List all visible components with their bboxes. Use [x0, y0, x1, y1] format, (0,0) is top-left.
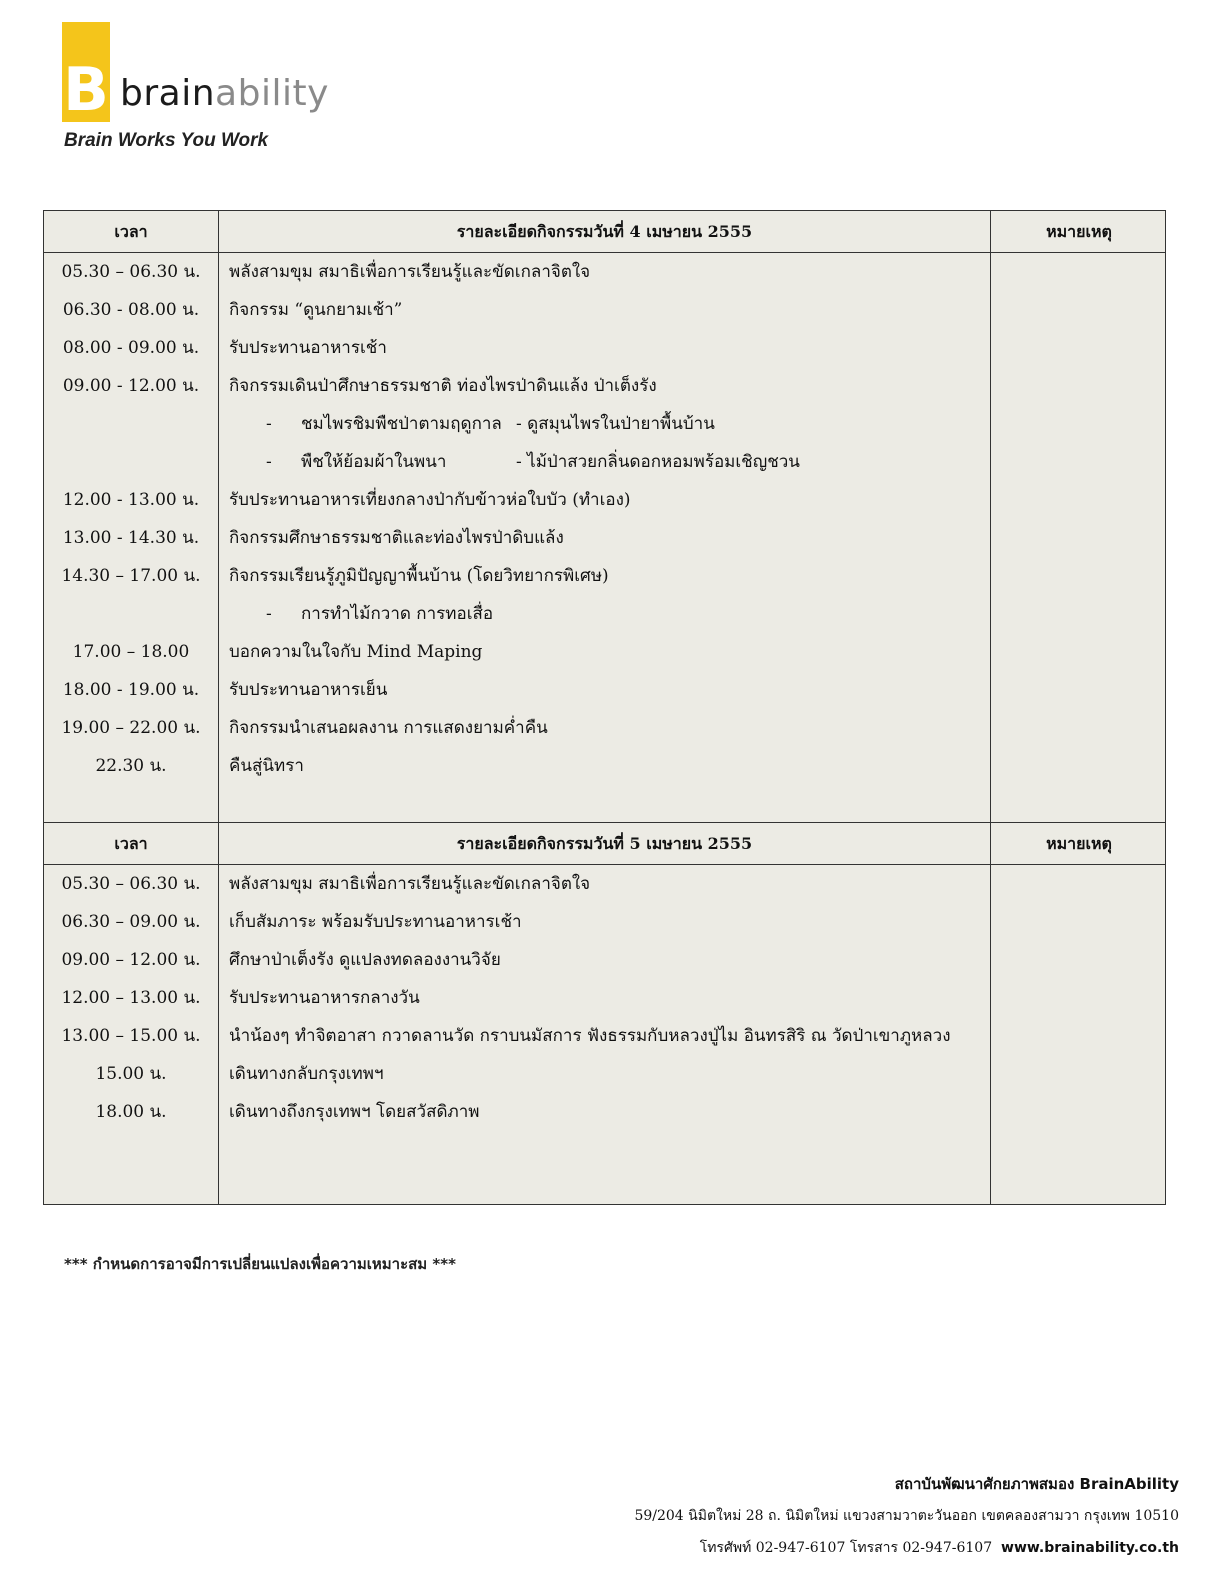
table-row — [44, 1093, 1165, 1131]
row-desc: รับประทานอาหารเช้า — [229, 338, 387, 358]
table-row — [44, 865, 1165, 903]
footer-organization: สถาบันพัฒนาศักยภาพสมอง BrainAbility — [894, 1475, 1179, 1493]
row-time: 15.00 น. — [95, 1064, 167, 1084]
schedule-header — [44, 823, 1165, 865]
bullet-dash: - — [266, 604, 272, 624]
logo-letter: B — [63, 55, 109, 125]
footer-contact — [700, 1537, 1179, 1559]
table-row — [44, 1017, 1165, 1055]
brand-logo — [62, 22, 342, 132]
row-time: 09.00 – 12.00 น. — [61, 950, 201, 970]
row-desc: ศึกษาป่าเต็งรัง ดูแปลงทดลองงานวิจัย — [229, 950, 501, 970]
row-desc: กิจกรรมเดินป่าศึกษาธรรมชาติ ท่องไพรป่าดินแล้ง ป่าเต็งรัง — [229, 376, 657, 396]
row-time: 12.00 - 13.00 น. — [62, 490, 200, 510]
footer-website: www.brainability.co.th — [1001, 1540, 1179, 1556]
schedule-day2 — [43, 822, 1166, 1205]
row-desc: เดินทางถึงกรุงเทพฯ โดยสวัสดิภาพ — [229, 1102, 480, 1122]
row-desc: รับประทานอาหารเย็น — [229, 680, 388, 700]
header-note: หมายเหตุ — [1046, 834, 1112, 853]
sub-item-row — [44, 405, 1165, 443]
table-row — [44, 481, 1165, 519]
row-time: 17.00 – 18.00 — [72, 642, 190, 662]
header-description: รายละเอียดกิจกรรมวันที่ 5 เมษายน 2555 — [456, 834, 753, 853]
brand-tagline: Brain Works You Work — [64, 130, 269, 151]
table-row — [44, 557, 1165, 595]
logo-wordmark — [120, 72, 329, 116]
row-time: 13.00 - 14.30 น. — [62, 528, 200, 548]
row-time: 05.30 – 06.30 น. — [61, 262, 201, 282]
sub-item-row — [44, 595, 1165, 633]
header-note: หมายเหตุ — [1046, 222, 1112, 241]
header-time: เวลา — [114, 834, 148, 853]
row-time: 05.30 – 06.30 น. — [61, 874, 201, 894]
sub-item-b: - ดูสมุนไพรในป่ายาพื้นบ้าน — [516, 414, 715, 434]
row-desc: กิจกรรมเรียนรู้ภูมิปัญญาพื้นบ้าน (โดยวิทยากรพิเศษ) — [229, 566, 609, 586]
bullet-dash: - — [266, 414, 272, 434]
row-time: 12.00 – 13.00 น. — [61, 988, 201, 1008]
table-row — [44, 709, 1165, 747]
row-desc: บอกความในใจกับ Mind Maping — [229, 642, 483, 662]
table-row — [44, 329, 1165, 367]
sub-item-a: การทำไม้กวาด การทอเสื่อ — [301, 604, 494, 624]
table-row — [44, 747, 1165, 785]
footer-address: 59/204 นิมิตใหม่ 28 ถ. นิมิตใหม่ แขวงสามวาตะวันออก เขตคลองสามวา กรุงเทพ 10510 — [634, 1508, 1179, 1524]
row-time: 14.30 – 17.00 น. — [61, 566, 201, 586]
schedule-header — [44, 211, 1165, 253]
header-description: รายละเอียดกิจกรรมวันที่ 4 เมษายน 2555 — [456, 222, 753, 241]
table-row — [44, 519, 1165, 557]
footer-phone: โทรศัพท์ 02-947-6107 โทรสาร 02-947-6107 — [699, 1540, 993, 1556]
table-row — [44, 941, 1165, 979]
table-row — [44, 291, 1165, 329]
row-desc: กิจกรรมนำเสนอผลงาน การแสดงยามค่ำคืน — [229, 718, 548, 738]
schedule-disclaimer: *** กำหนดการอาจมีการเปลี่ยนแปลงเพื่อความเหมาะสม *** — [64, 1255, 456, 1273]
row-time: 18.00 น. — [95, 1102, 167, 1122]
sub-item-row — [44, 443, 1165, 481]
schedule-day1 — [43, 210, 1166, 823]
bullet-dash: - — [266, 452, 272, 472]
header-time: เวลา — [114, 222, 148, 241]
row-time: 22.30 น. — [95, 756, 167, 776]
schedule-rows — [44, 865, 1165, 1131]
row-desc: พลังสามขุม สมาธิเพื่อการเรียนรู้และขัดเกลาจิตใจ — [229, 262, 591, 282]
row-desc: พลังสามขุม สมาธิเพื่อการเรียนรู้และขัดเกลาจิตใจ — [229, 874, 591, 894]
logo-word-dark: brain — [120, 73, 216, 114]
row-time: 08.00 - 09.00 น. — [62, 338, 200, 358]
schedule-rows — [44, 253, 1165, 785]
logo-word-light: ability — [215, 73, 329, 114]
table-row — [44, 253, 1165, 291]
row-desc: คืนสู่นิทรา — [229, 756, 304, 776]
sub-item-a: พืชให้ย้อมผ้าในพนา — [301, 452, 447, 472]
sub-item-b: - ไม้ป่าสวยกลิ่นดอกหอมพร้อมเชิญชวน — [516, 452, 800, 472]
row-desc: รับประทานอาหารกลางวัน — [229, 988, 420, 1008]
table-row — [44, 979, 1165, 1017]
row-time: 06.30 – 09.00 น. — [61, 912, 201, 932]
table-row — [44, 1055, 1165, 1093]
table-row — [44, 633, 1165, 671]
row-desc: เดินทางกลับกรุงเทพฯ — [229, 1064, 384, 1084]
row-desc: รับประทานอาหารเที่ยงกลางป่ากับข้าวห่อใบบัว (ทำเอง) — [229, 490, 631, 510]
row-time: 13.00 – 15.00 น. — [61, 1026, 201, 1046]
row-desc: กิจกรรมศึกษาธรรมชาติและท่องไพรป่าดิบแล้ง — [229, 528, 564, 548]
row-desc: กิจกรรม “ดูนกยามเช้า” — [229, 300, 403, 320]
row-desc: เก็บสัมภาระ พร้อมรับประทานอาหารเช้า — [229, 912, 522, 932]
row-time: 19.00 – 22.00 น. — [61, 718, 201, 738]
row-desc: นำน้องๆ ทำจิตอาสา กวาดลานวัด กราบนมัสการ ฟังธรรมกับหลวงปู่ไม อินทรสิริ ณ วัดป่าเขาภูหลวง — [229, 1026, 951, 1046]
sub-item-a: ชมไพรชิมพืชป่าตามฤดูกาล — [301, 414, 502, 434]
table-row — [44, 903, 1165, 941]
row-time: 09.00 - 12.00 น. — [62, 376, 200, 396]
row-time: 18.00 - 19.00 น. — [62, 680, 200, 700]
row-time: 06.30 - 08.00 น. — [62, 300, 200, 320]
table-row — [44, 367, 1165, 405]
table-row — [44, 671, 1165, 709]
